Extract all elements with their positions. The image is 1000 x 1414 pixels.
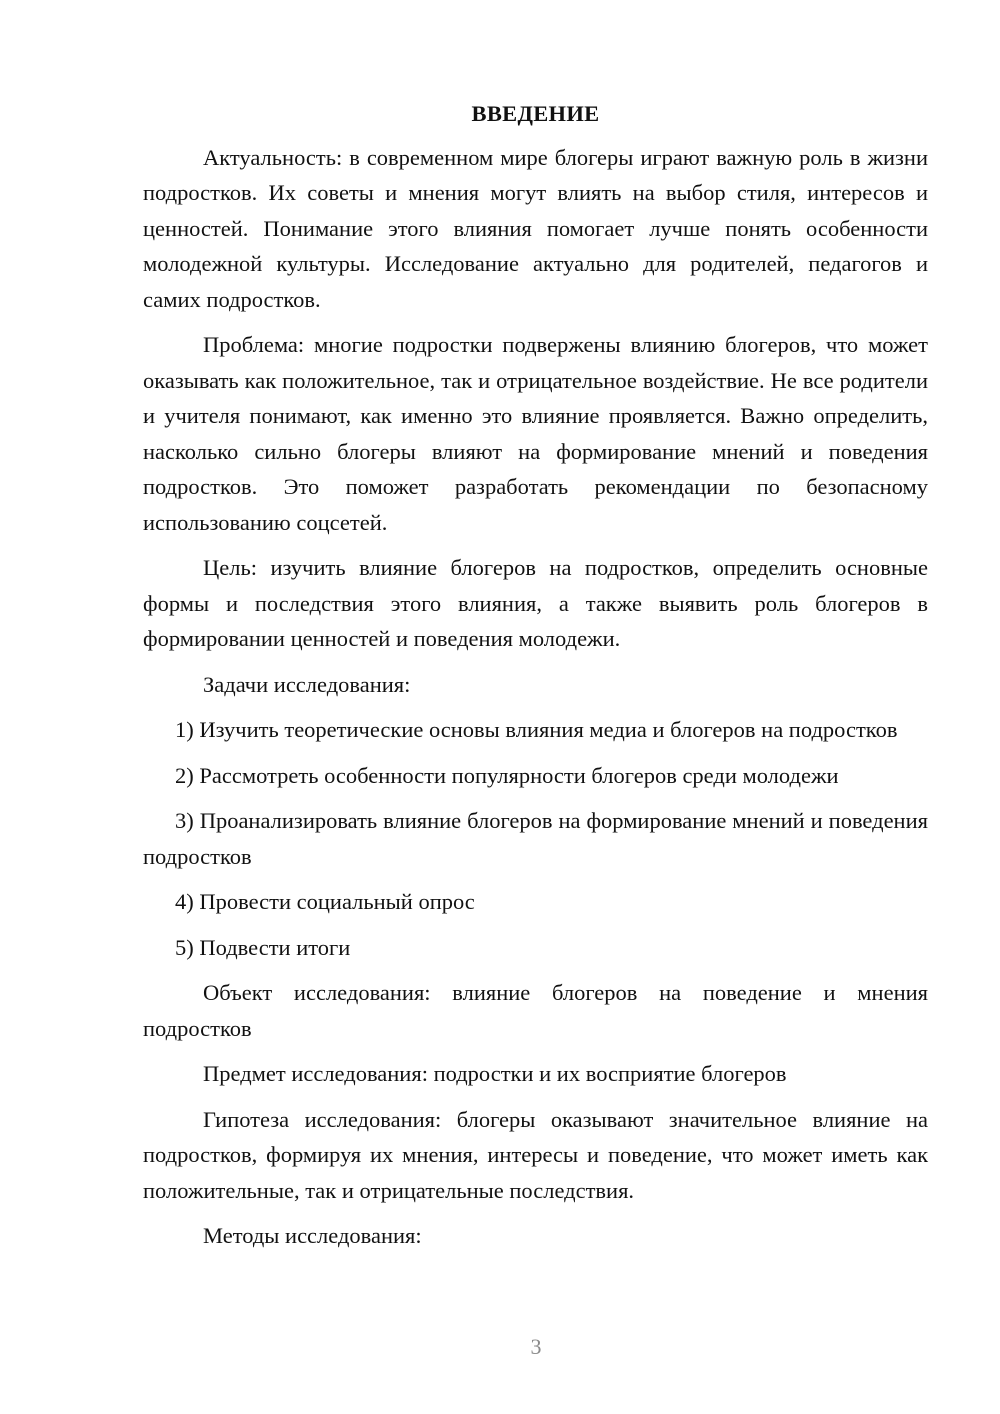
section-heading: ВВЕДЕНИЕ xyxy=(471,101,600,126)
task-item: 5) Подвести итоги xyxy=(175,934,351,960)
hypothesis-paragraph: Гипотеза исследования: блогеры оказывают значительное влияние на подростков, формируя их мнения, интересы и поведение, что может иметь как положительные, так и отрицательные последствия. xyxy=(143,1106,928,1203)
goal-paragraph: Цель: изучить влияние блогеров на подростков, определить основные формы и последствия этого влияния, а также выявить роль блогеров в формировании ценностей и поведения молодежи. xyxy=(143,555,928,651)
problem-paragraph: Проблема: многие подростки подвержены влиянию блогеров, что может оказывать как положительное, так и отрицательное воздействие. Не все родители и учителя понимают, как именно это влияние проявляется. Важно определить, насколько сильно блогеры влияют на формирование мнений и поведения подростков. Это поможет разработать рекомендации по безопасному использованию соцсетей. xyxy=(143,332,928,535)
subject-paragraph: Предмет исследования: подростки и их восприятие блогеров xyxy=(203,1061,787,1086)
task-item: 4) Провести социальный опрос xyxy=(175,889,475,914)
task-item: 1) Изучить теоретические основы влияния медиа и блогеров на подростков xyxy=(175,717,898,742)
object-paragraph: Объект исследования: влияние блогеров на поведение и мнения подростков xyxy=(143,980,928,1041)
tasks-title: Задачи исследования: xyxy=(203,671,411,697)
page-number: 3 xyxy=(530,1334,542,1359)
relevance-paragraph: Актуальность: в современном мире блогеры играют важную роль в жизни подростков. Их советы и мнения могут влиять на выбор стиля, интересов и ценностей. Понимание этого влияния помогает лучше понять особенности молодежной культуры. Исследование актуально для родителей, педагогов и самих подростков. xyxy=(143,144,928,312)
task-item: 2) Рассмотреть особенности популярности блогеров среди молодежи xyxy=(175,762,839,788)
methods-title: Методы исследования: xyxy=(203,1223,422,1248)
page-content xyxy=(143,96,928,1264)
task-item: 3) Проанализировать влияние блогеров на формирование мнений и поведения подростков xyxy=(143,808,928,869)
